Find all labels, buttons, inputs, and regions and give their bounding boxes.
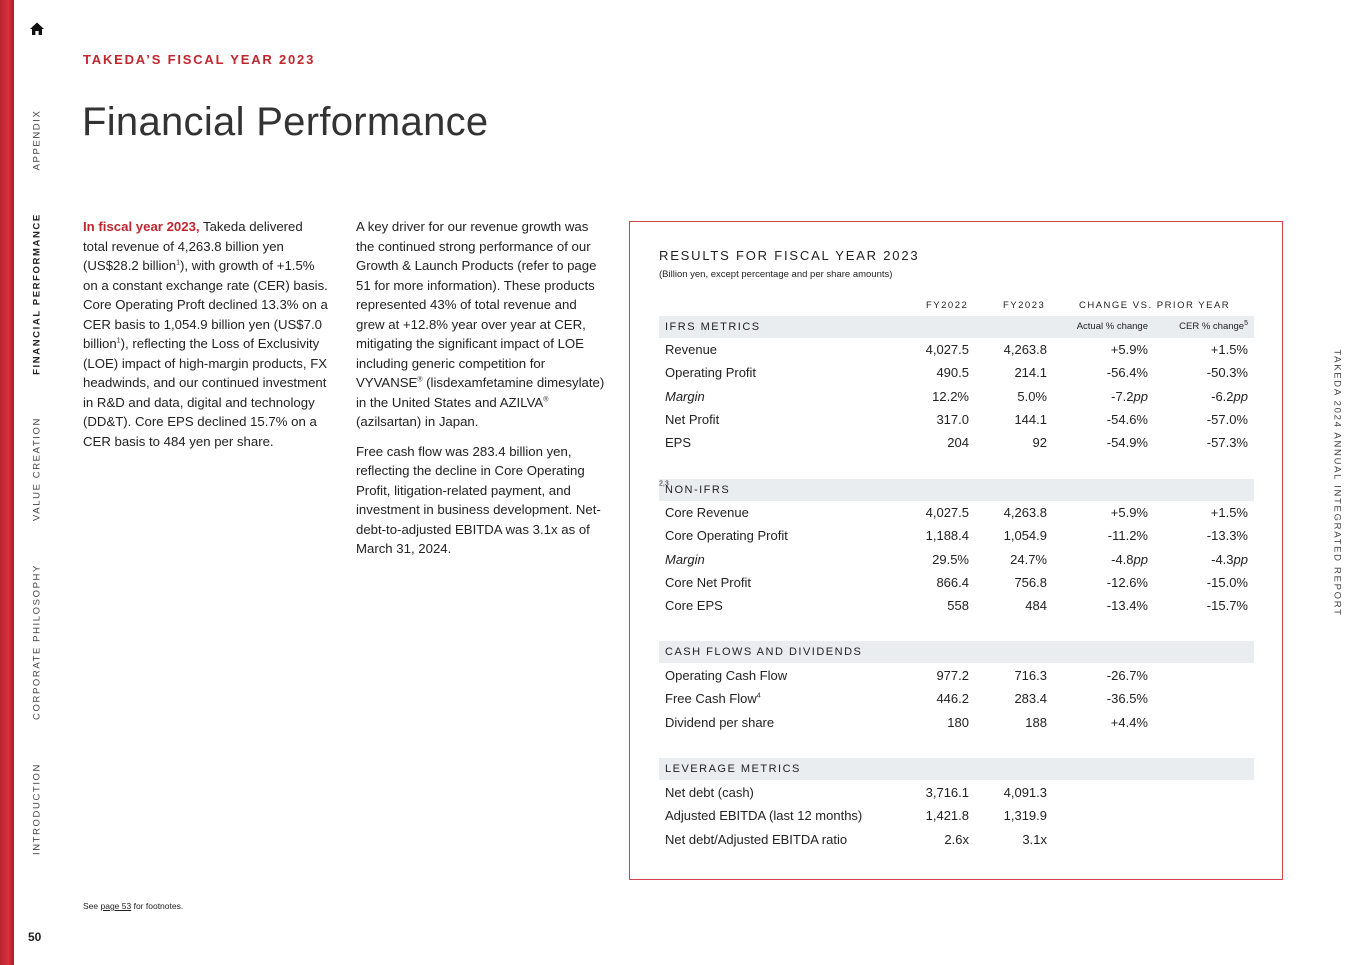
nav-item-corporate-philosophy[interactable]: [28, 565, 46, 719]
cell-cer-change: [1211, 342, 1248, 357]
row-label-text: Net Profit: [665, 411, 720, 427]
row-label: [665, 528, 788, 543]
row-label: [665, 342, 717, 357]
footnote-ref: 1: [176, 259, 181, 267]
nav-item-label: VALUE CREATION: [31, 417, 43, 521]
row-label: [665, 668, 787, 683]
cell-fy2022: 977.2: [936, 668, 969, 683]
cell-value: -4.3: [1211, 551, 1234, 567]
registered-mark: ®: [543, 396, 549, 404]
row-label-text: Net debt (cash): [665, 785, 754, 800]
cell-fy2022: 4,027.5: [925, 342, 969, 357]
table-row: [659, 526, 1254, 546]
cell-cer-change: [1207, 435, 1248, 450]
cell-value: -13.3%: [1206, 528, 1248, 544]
cell-unit: pp: [1233, 551, 1248, 567]
row-label-text: Margin: [665, 388, 705, 404]
cell-fy2023: 756.8: [1014, 574, 1047, 590]
cell-actual-change: [1111, 389, 1148, 404]
nav-item-value-creation[interactable]: [28, 416, 46, 522]
intro-lead: In fiscal year 2023,: [83, 219, 200, 234]
cell-fy2022: 1,188.4: [925, 528, 969, 544]
cell-fy2023: 283.4: [1014, 691, 1047, 707]
report-running-title-text: TAKEDA 2024 ANNUAL INTEGRATED REPORT: [1331, 348, 1343, 617]
table-row: [659, 713, 1254, 733]
table-row: [659, 573, 1254, 593]
row-label: [665, 691, 761, 706]
column-header-change: CHANGE VS. PRIOR YEAR: [1079, 300, 1231, 311]
nav-item-introduction[interactable]: [28, 762, 46, 855]
section-nav: [28, 0, 46, 965]
footnote-pre: See: [83, 901, 101, 911]
section-band: [659, 758, 1254, 780]
cell-unit: pp: [1233, 388, 1248, 404]
subheader-actual-change: Actual % change: [1076, 321, 1148, 332]
cell-fy2022: 180: [947, 714, 969, 730]
cell-fy2023: 3.1x: [1022, 831, 1047, 847]
left-accent-bar: [0, 0, 14, 965]
cell-cer-change: [1207, 598, 1248, 613]
row-label-text: Core Operating Profit: [665, 528, 788, 544]
row-label-text: Adjusted EBITDA (last 12 months): [665, 808, 863, 824]
table-row: [659, 783, 1254, 803]
cell-value: -15.7%: [1206, 598, 1248, 614]
cell-fy2023: 4,263.8: [1003, 505, 1047, 520]
nav-item-financial-performance[interactable]: [28, 213, 46, 375]
cell-cer-change: [1207, 575, 1248, 590]
cell-value: +1.5%: [1210, 342, 1248, 357]
cell-fy2023: 92: [1032, 435, 1047, 451]
row-label: [665, 808, 862, 823]
nav-item-label: FINANCIAL PERFORMANCE: [31, 213, 43, 375]
table-row: [659, 666, 1254, 686]
cell-fy2022: 2.6x: [944, 831, 969, 847]
intro-text-a: Takeda delivered total revenue of 4,263.8 billion yen (US$28.2 billion: [83, 219, 303, 273]
column-header-fy2022: FY2022: [926, 300, 969, 311]
cell-value: -11.2%: [1107, 528, 1148, 544]
row-label-text: Core EPS: [665, 598, 723, 614]
cell-fy2022: 317.0: [936, 411, 969, 427]
table-row: [659, 433, 1254, 453]
cell-fy2022: 29.5%: [932, 551, 969, 567]
driver-text-b: (lisdexamfetamine dimesylate) in the United States and AZILVA: [356, 375, 605, 410]
row-label: [665, 832, 847, 847]
cell-value: +4.4%: [1110, 714, 1148, 730]
intro-text-c: ), reflecting the Loss of Exclusivity (LOE) impact of high-margin products, FX headwinds, and our continued investment in R&D and data, digital and technology (DD&T). Core EPS declined 15.7% on a CER basis to 484 yen per share.: [83, 336, 328, 449]
driver-paragraph: [356, 217, 606, 432]
table-row: [659, 503, 1254, 523]
cell-cer-change: [1211, 505, 1248, 520]
cell-actual-change: [1111, 552, 1148, 567]
registered-mark: ®: [417, 376, 423, 384]
cell-fy2022: 3,716.1: [925, 785, 969, 800]
row-label: [665, 389, 705, 404]
cell-fy2023: 5.0%: [1017, 388, 1047, 404]
cell-cer-change: [1211, 552, 1248, 567]
cell-value: -50.3%: [1206, 365, 1248, 381]
table-row: [659, 550, 1254, 570]
cell-fy2022: 204: [947, 435, 969, 451]
cell-fy2022: 490.5: [936, 365, 969, 381]
row-label: [665, 785, 754, 800]
cell-value: -6.2: [1211, 388, 1234, 404]
row-label-text: Dividend per share: [665, 714, 775, 730]
table-row: [659, 806, 1254, 826]
row-label-text: Core Net Profit: [665, 574, 751, 590]
cell-fy2023: 188: [1025, 714, 1047, 730]
section-band: [659, 316, 1254, 338]
cashflow-paragraph: Free cash flow was 283.4 billion yen, reflecting the decline in Core Operating Profit, litigation-related payment, and investment in business development. Net-debt-to-adjusted EBITDA was 3.1x as of March 31, 2024.: [356, 443, 601, 556]
cell-fy2022: 866.4: [936, 574, 969, 590]
cell-unit: pp: [1133, 388, 1148, 404]
table-row: [659, 340, 1254, 360]
cell-value: -57.0%: [1206, 411, 1248, 427]
cell-cer-change: [1211, 389, 1248, 404]
cell-fy2023: 24.7%: [1010, 551, 1047, 567]
results-table-panel: [629, 221, 1283, 880]
row-label: [665, 715, 774, 730]
cell-value: -56.4%: [1106, 365, 1148, 381]
cell-value: -54.9%: [1106, 435, 1148, 451]
section-band: [659, 641, 1254, 663]
cell-value: +1.5%: [1210, 505, 1248, 520]
nav-item-label: APPENDIX: [31, 109, 43, 171]
driver-text-c: (azilsartan) in Japan.: [356, 414, 479, 429]
cell-fy2022: 446.2: [936, 691, 969, 707]
column-header-fy2023: FY2023: [1003, 300, 1046, 311]
cell-fy2023: 4,091.3: [1003, 785, 1047, 800]
cell-actual-change: [1111, 715, 1148, 730]
row-label: [665, 505, 749, 520]
cell-fy2023: 484: [1025, 598, 1047, 614]
cell-fy2023: 144.1: [1014, 411, 1047, 427]
cell-cer-change: [1207, 412, 1248, 427]
cell-fy2023: 4,263.8: [1003, 342, 1047, 357]
cell-fy2022: 1,421.8: [925, 808, 969, 824]
section-label: CASH FLOWS AND DIVIDENDS: [665, 646, 863, 658]
subheader-cer-change: [1179, 321, 1248, 332]
row-label: [665, 575, 751, 590]
intro-text-b: ), with growth of +1.5% on a constant exchange rate (CER) basis. Core Operating Proft declined 13.3% on a CER basis to 1,054.9 billion yen (US$7.0 billion: [83, 258, 328, 351]
table-row: [659, 830, 1254, 850]
cell-actual-change: [1107, 435, 1148, 450]
driver-text-a: A key driver for our revenue growth was the continued strong performance of our Growth & Launch Products (refer to page 51 for more information). These products represented 43% of total revenue and grew at +12.8% year over year at CER, mitigating the significant impact of LOE including generic competition for VYVANSE: [356, 219, 597, 390]
cell-value: -4.8: [1111, 551, 1134, 567]
footnote-page-link[interactable]: page 53: [100, 901, 132, 911]
footnote-ref: 4: [756, 692, 761, 700]
intro-paragraph: [83, 217, 328, 451]
cell-actual-change: [1107, 691, 1148, 706]
cell-value: -7.2: [1111, 388, 1134, 404]
table-row: [659, 410, 1254, 430]
row-label-text: Net debt/Adjusted EBITDA ratio: [665, 831, 848, 847]
cell-value: -15.0%: [1206, 574, 1248, 590]
section-label: IFRS METRICS: [665, 321, 761, 333]
cell-actual-change: [1107, 598, 1148, 613]
footnote-ref: 1: [116, 337, 121, 345]
eyebrow-heading: TAKEDA’S FISCAL YEAR 2023: [83, 52, 316, 67]
cell-actual-change: [1107, 575, 1148, 590]
row-label-text: Free Cash Flow: [665, 691, 757, 707]
cell-actual-change: [1107, 365, 1148, 380]
cell-actual-change: [1107, 412, 1148, 427]
cell-fy2023: 1,319.9: [1003, 808, 1047, 824]
cell-value: -54.6%: [1106, 411, 1148, 427]
row-label: [665, 552, 705, 567]
row-label-text: Operating Profit: [665, 365, 757, 381]
cell-fy2023: 1,054.9: [1003, 528, 1047, 544]
page-number: 50: [28, 930, 42, 944]
cell-value: -57.3%: [1206, 435, 1248, 451]
table-row: [659, 387, 1254, 407]
cell-value: +5.9%: [1110, 342, 1148, 357]
row-label: [665, 365, 756, 380]
driver-column: [356, 217, 606, 559]
cell-value: -13.4%: [1106, 598, 1148, 614]
row-label: [665, 435, 691, 450]
section-label: LEVERAGE METRICS: [665, 763, 801, 775]
nav-item-appendix[interactable]: [28, 108, 46, 172]
cell-value: -36.5%: [1106, 691, 1148, 707]
results-title: RESULTS FOR FISCAL YEAR 2023: [659, 248, 920, 263]
table-row: [659, 363, 1254, 383]
nav-item-label: INTRODUCTION: [31, 762, 43, 855]
cell-unit: pp: [1133, 551, 1148, 567]
footnote-ref: 2,3: [659, 480, 669, 488]
table-row: [659, 689, 1254, 709]
section-band: [659, 479, 1254, 501]
cell-value: -26.7%: [1106, 668, 1148, 683]
nav-item-label: CORPORATE PHILOSOPHY: [31, 564, 43, 720]
row-label-text: Margin: [665, 551, 705, 567]
subheader-cer-text: CER % change: [1179, 321, 1245, 332]
cell-cer-change: [1207, 365, 1248, 380]
row-label-text: Revenue: [665, 342, 718, 357]
cell-cer-change: [1207, 528, 1248, 543]
page-title: Financial Performance: [82, 100, 489, 144]
cell-value: +5.9%: [1110, 505, 1148, 520]
results-subtitle: (Billion yen, except percentage and per share amounts): [659, 269, 893, 280]
footnote-ref: 5: [1244, 319, 1248, 327]
cell-actual-change: [1111, 505, 1148, 520]
footnote-post: for footnotes.: [131, 901, 184, 911]
row-label: [665, 412, 719, 427]
cell-fy2022: 12.2%: [932, 388, 969, 404]
row-label-text: Operating Cash Flow: [665, 668, 788, 683]
section-label: NON-IFRS: [665, 484, 731, 496]
report-running-title: [1330, 350, 1344, 615]
cell-actual-change: [1111, 342, 1148, 357]
row-label: [665, 598, 723, 613]
cell-fy2022: 4,027.5: [925, 505, 969, 520]
row-label-text: Core Revenue: [665, 505, 749, 520]
cell-fy2022: 558: [947, 598, 969, 614]
cell-fy2023: 214.1: [1014, 365, 1047, 381]
cell-actual-change: [1107, 668, 1148, 683]
cell-value: -12.6%: [1106, 574, 1148, 590]
row-label-text: EPS: [665, 435, 692, 451]
footnote-note: [83, 901, 183, 911]
cell-fy2023: 716.3: [1014, 668, 1047, 683]
table-row: [659, 596, 1254, 616]
cell-actual-change: [1108, 528, 1148, 543]
